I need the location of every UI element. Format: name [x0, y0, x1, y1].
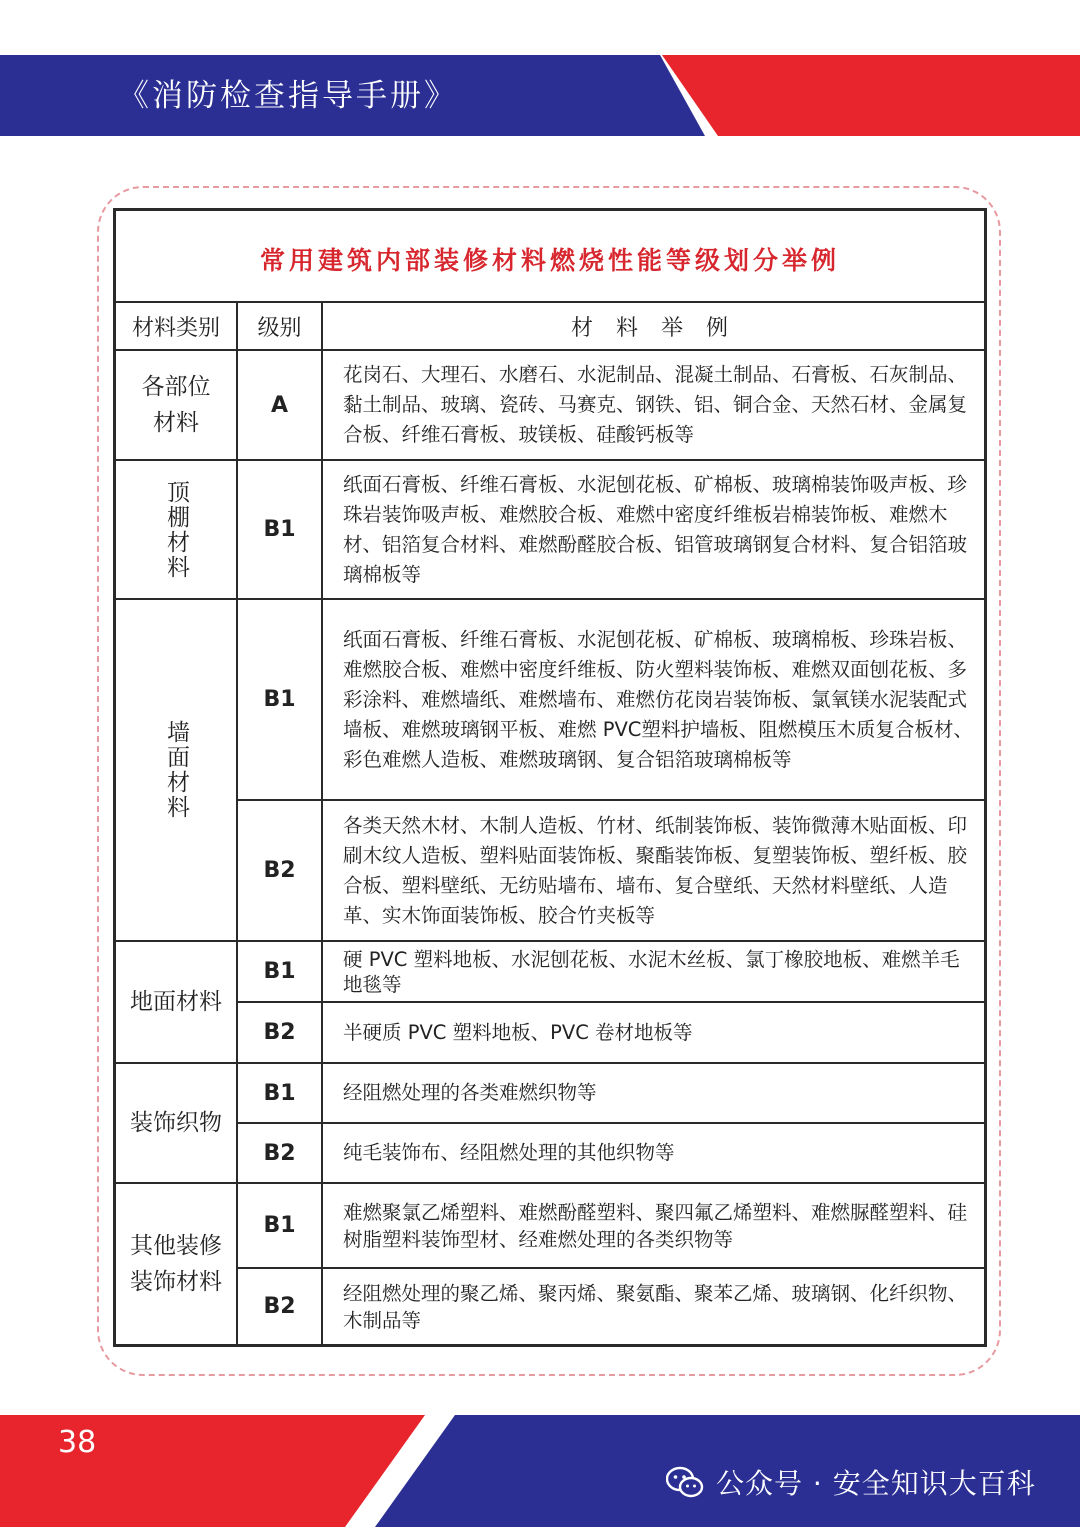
category-fabric: 装饰织物	[130, 1110, 222, 1136]
level-cell: B1	[263, 687, 296, 712]
category-all-parts: 各部位材料	[141, 374, 211, 436]
material-table	[113, 208, 987, 1347]
level-cell: B2	[263, 1140, 296, 1166]
category-floor: 地面材料	[130, 989, 222, 1015]
category-wall	[116, 600, 236, 940]
example-cell: 纯毛装饰布、经阻燃处理的其他织物等	[343, 1141, 675, 1164]
level-cell: B1	[263, 959, 296, 984]
level-cell: B1	[263, 517, 296, 542]
page-number: 38	[58, 1425, 97, 1460]
col-header-examples: 材 料 举 例	[571, 315, 736, 341]
col-header-level: 级别	[257, 315, 302, 341]
level-cell: B2	[263, 1020, 296, 1045]
wechat-icon	[666, 1466, 704, 1500]
category-ceiling-label: 顶棚材料	[163, 479, 189, 580]
level-cell: B2	[263, 858, 296, 883]
watermark-text: 公众号 · 安全知识大百科	[716, 1467, 1036, 1500]
example-cell: 经阻燃处理的聚乙烯、聚丙烯、聚氨酯、聚苯乙烯、玻璃钢、化纤织物、木制品等	[343, 1281, 968, 1332]
example-cell: 半硬质 PVC 塑料地板、PVC 卷材地板等	[343, 1020, 693, 1044]
category-wall-label: 墙面材料	[163, 720, 189, 820]
example-cell: 花岗石、大理石、水磨石、水泥制品、混凝土制品、石膏板、石灰制品、黏土制品、玻璃、瓷砖、马赛克、钢铁、铝、铜合金、天然石材、金属复合板、纤维石膏板、玻镁板、硅酸钙板等	[343, 363, 968, 446]
level-cell: A	[270, 392, 289, 418]
category-ceiling	[116, 461, 236, 598]
example-cell: 硬 PVC 塑料地板、水泥刨花板、水泥木丝板、氯丁橡胶地板、难燃羊毛地毯等	[343, 947, 960, 996]
example-cell: 难燃聚氯乙烯塑料、难燃酚醛塑料、聚四氟乙烯塑料、难燃脲醛塑料、硅树脂塑料装饰型材、经难燃处理的各类织物等	[343, 1200, 968, 1251]
example-cell: 各类天然木材、木制人造板、竹材、纸制装饰板、装饰微薄木贴面板、印刷木纹人造板、塑料贴面装饰板、聚酯装饰板、复塑装饰板、塑纤板、胶合板、塑料壁纸、无纺贴墙布、墙布、复合壁纸、天然材料壁纸、人造革、实木饰面装饰板、胶合竹夹板等	[343, 813, 968, 927]
table-title: 常用建筑内部装修材料燃烧性能等级划分举例	[259, 246, 840, 275]
level-cell: B1	[263, 1080, 296, 1106]
example-cell: 纸面石膏板、纤维石膏板、水泥刨花板、矿棉板、玻璃棉装饰吸声板、珍珠岩装饰吸声板、难燃胶合板、难燃中密度纤维板岩棉装饰板、难燃木材、铝箔复合材料、难燃酚醛胶合板、铝管玻璃钢复合材料、复合铝箔玻璃棉板等	[343, 472, 968, 586]
category-other: 其他装修装饰材料	[130, 1233, 222, 1295]
book-title: 《消防检查指导手册》	[118, 78, 458, 114]
example-cell: 纸面石膏板、纤维石膏板、水泥刨花板、矿棉板、玻璃棉板、珍珠岩板、难燃胶合板、难燃中密度纤维板、防火塑料装饰板、难燃双面刨花板、多彩涂料、难燃墙纸、难燃墙布、难燃仿花岗岩装饰板、氯氧镁水泥装配式墙板、难燃玻璃钢平板、难燃 PVC塑料护墙板、阻燃模压木质复合板材、彩色难燃人造板、难燃玻璃钢、复合铝箔玻璃棉板等	[343, 627, 973, 771]
col-header-category: 材料类别	[131, 315, 220, 341]
level-cell: B2	[263, 1294, 296, 1319]
example-cell: 经阻燃处理的各类难燃织物等	[343, 1081, 597, 1104]
level-cell: B1	[263, 1213, 296, 1238]
